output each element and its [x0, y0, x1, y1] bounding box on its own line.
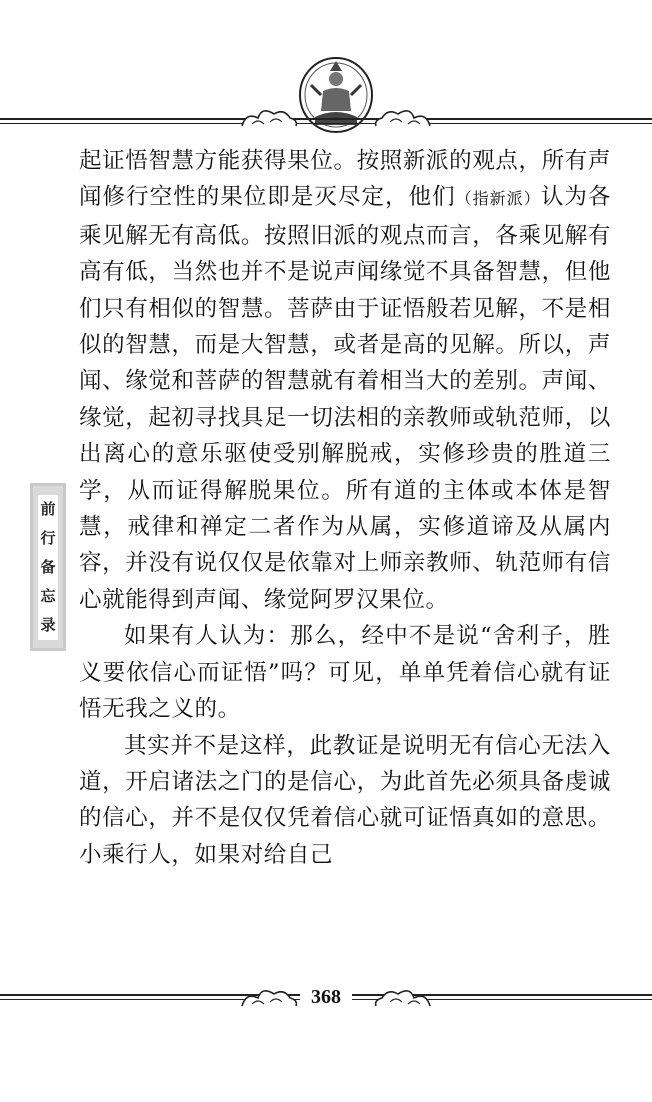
side-tab-char: 备	[40, 557, 56, 576]
page-body-text	[79, 143, 611, 873]
right-cloud-icon	[372, 104, 434, 134]
paragraph-3: 其实并不是这样，此教证是说明无有信心无法入道，开启诸法之门的是信心，为此首先必须具备虔诚的信心，并不是仅仅凭着信心就可证悟真如的意思。小乘行人，如果对给自己	[79, 732, 611, 868]
paragraph-1	[79, 143, 611, 618]
side-tab-char: 录	[40, 615, 56, 634]
footer-right-cloud-icon	[372, 984, 434, 1014]
side-tab-char: 行	[40, 528, 56, 547]
paragraph-1-part-b: 认为各乘见解无有高低。按照旧派的观点而言，各乘见解有高有低，当然也并不是说声闻缘觉不具备智慧，但他们只有相似的智慧。菩萨由于证悟般若见解，不是相似的智慧，而是大智慧，或者是高的见解。所以，声闻、缘觉和菩萨的智慧就有着相当大的差别。声闻、缘觉，起初寻找具足一切法相的亲教师或轨范师，以出离心的意乐驱使受别解脱戒，实修珍贵的胜道三学，从而证得解脱果位。所有道的主体或本体是智慧，戒律和禅定二者作为从属，实修道谛及从属内容，并没有说仅仅是依靠对上师亲教师、轨范师有信心就能得到声闻、缘觉阿罗汉果位。	[79, 184, 611, 613]
top-rule	[0, 118, 652, 132]
paragraph-1-part-a: 起证悟智慧方能获得果位。按照新派的观点，所有声闻修行空性的果位即是灭尽定，他们	[79, 148, 611, 211]
footer-left-cloud-icon	[238, 984, 300, 1014]
paragraph-2: 如果有人认为：那么，经中不是说“舍利子，胜义要依信心而证悟”吗？可见，单单凭着信心就有证悟无我之义的。	[79, 623, 611, 723]
left-cloud-icon	[238, 104, 300, 134]
side-tab-text	[38, 495, 58, 640]
page-number: 368	[300, 986, 352, 1009]
side-tab-book-title	[30, 483, 66, 651]
side-tab-char: 忘	[40, 586, 56, 605]
inline-note: （指新派）	[455, 189, 541, 209]
side-tab-char: 前	[40, 499, 56, 518]
